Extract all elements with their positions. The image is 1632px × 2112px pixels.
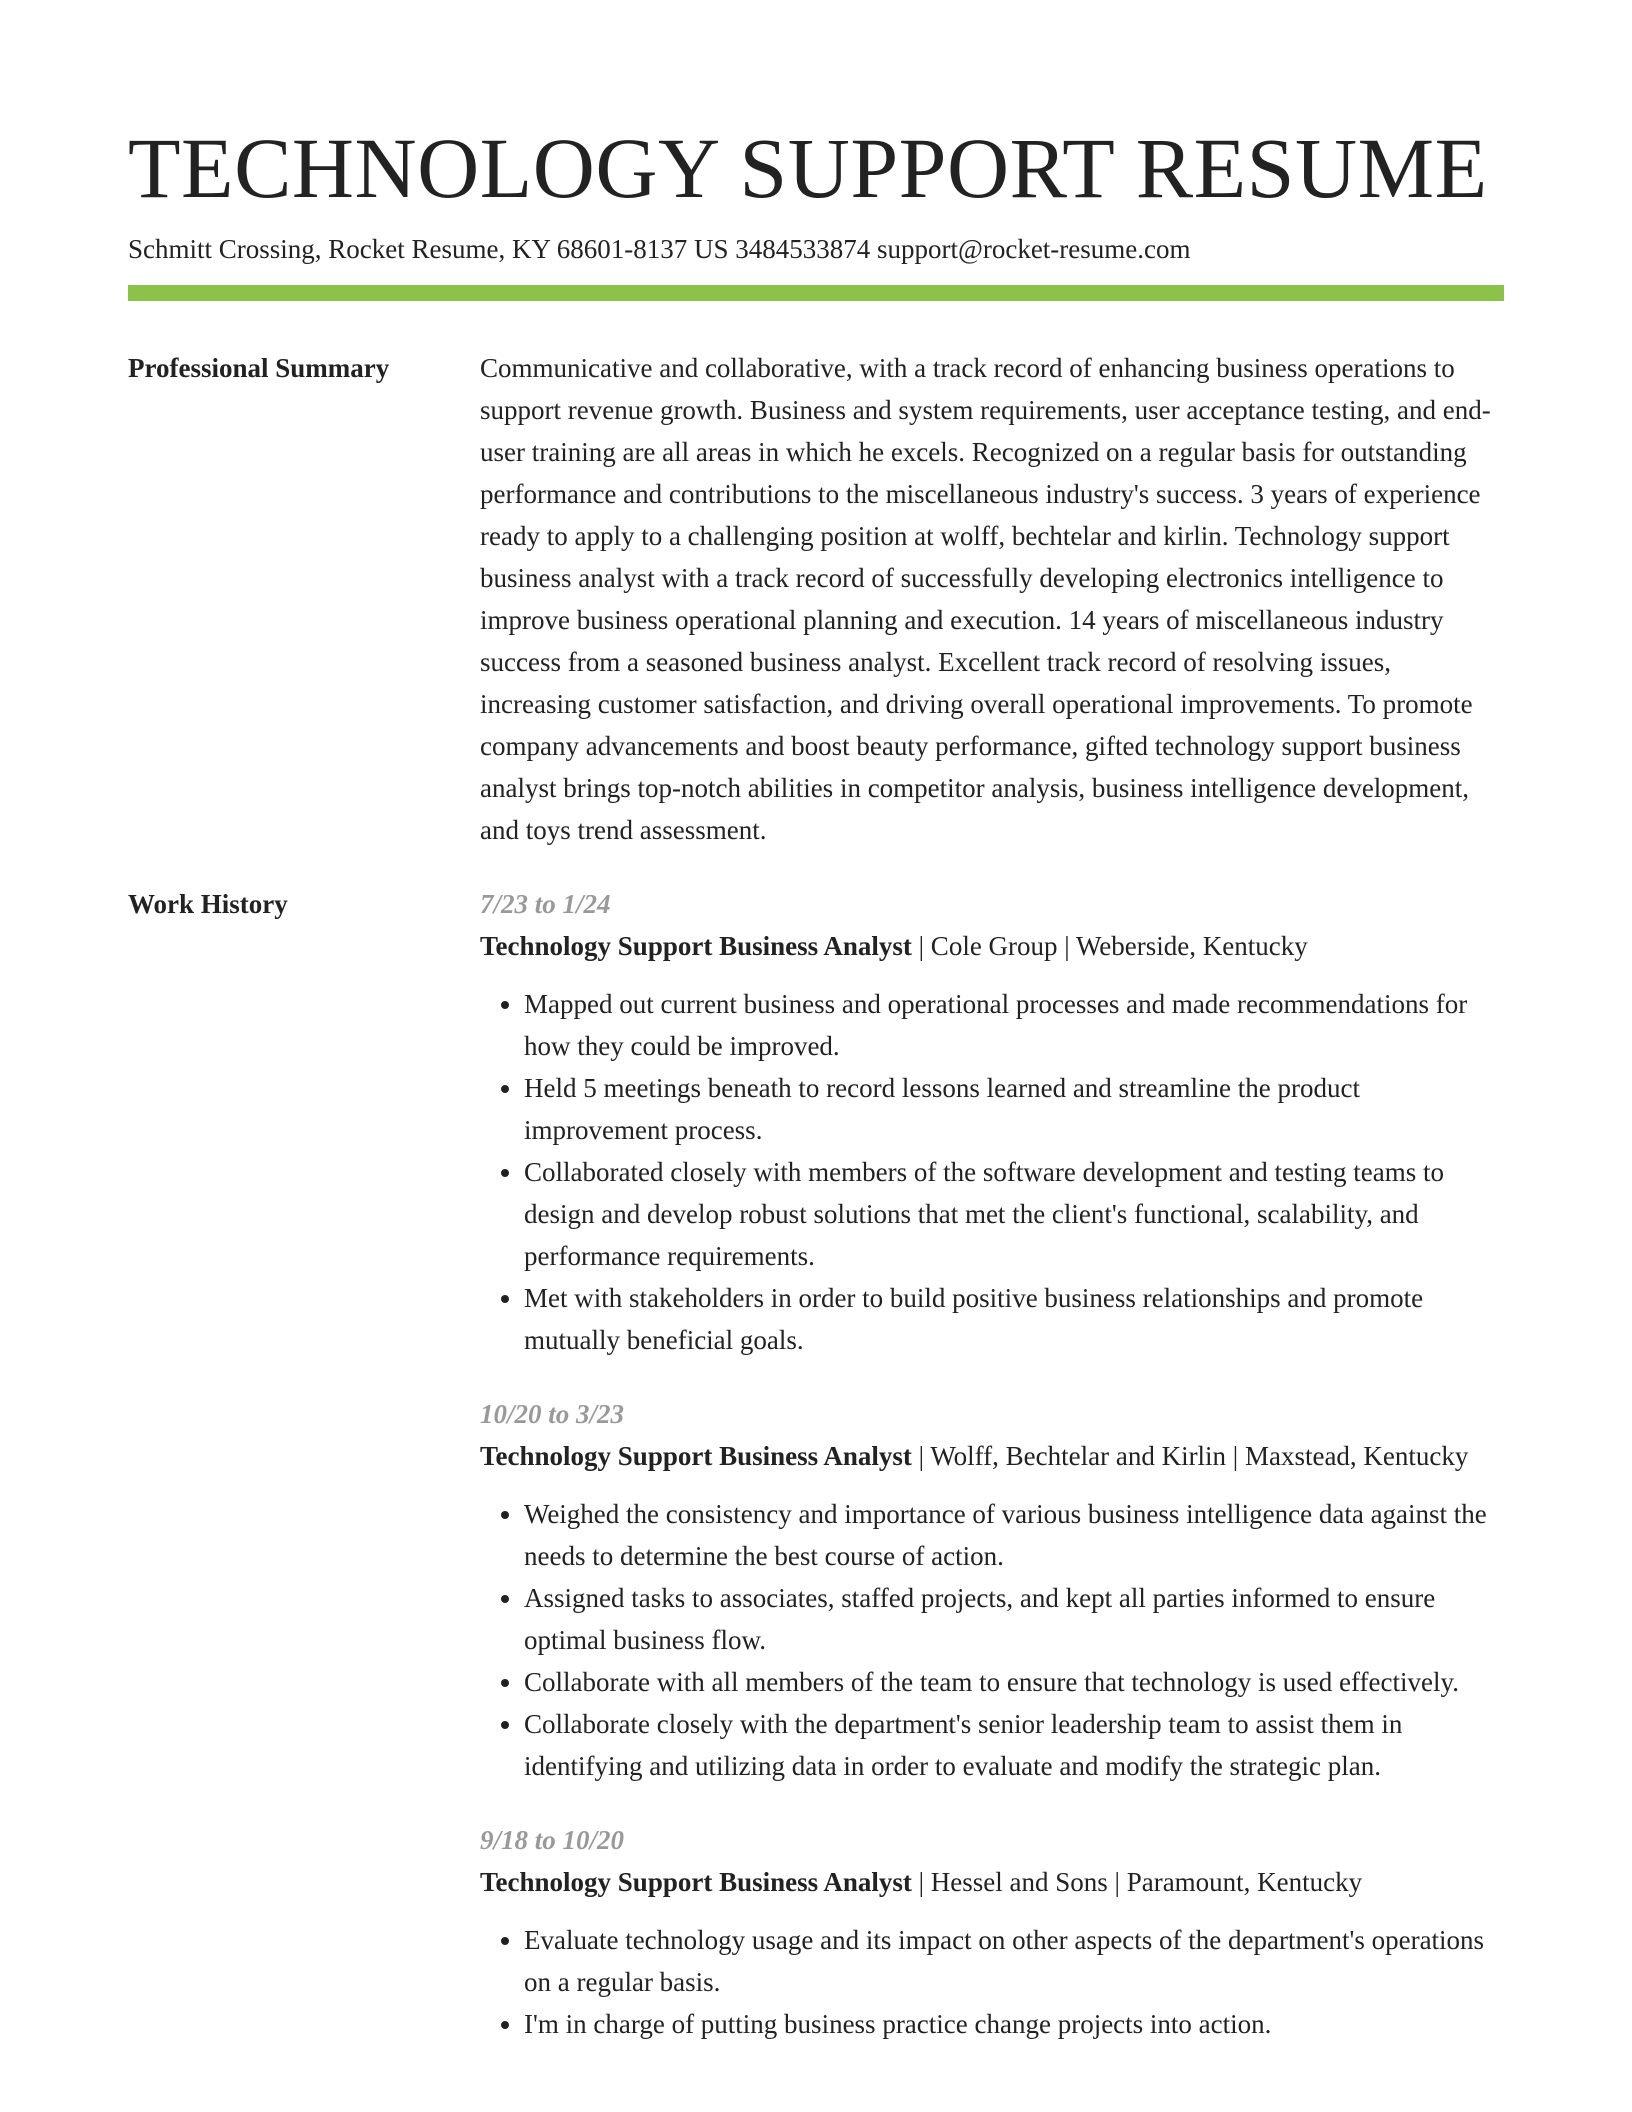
work-history-section bbox=[480, 883, 1508, 2077]
job-title: Technology Support Business Analyst bbox=[480, 1867, 912, 1897]
job-bullets bbox=[480, 1919, 1508, 2045]
job-bullets bbox=[480, 983, 1508, 1361]
job-heading bbox=[480, 1861, 1508, 1903]
bullet-item: • Collaborated closely with members of the software development and testing teams to design and develop robust solutions that met the client's functional, scalability, and performance requirements. bbox=[524, 1151, 1508, 1277]
bullet-item: • Assigned tasks to associates, staffed projects, and kept all parties informed to ensure optimal business flow. bbox=[524, 1577, 1508, 1661]
job-dates: 9/18 to 10/20 bbox=[480, 1825, 625, 1855]
bullet-item: • Held 5 meetings beneath to record lessons learned and streamline the product improvement process. bbox=[524, 1067, 1508, 1151]
section-label-work-history: Work History bbox=[128, 889, 288, 919]
bullet-item: • Collaborate closely with the department's senior leadership team to assist them in identifying and utilizing data in order to evaluate and modify the strategic plan. bbox=[524, 1703, 1508, 1787]
job-entry bbox=[480, 1819, 1508, 2045]
job-entry bbox=[480, 883, 1508, 1361]
job-entry bbox=[480, 1393, 1508, 1787]
job-details: | Hessel and Sons | Paramount, Kentucky bbox=[911, 1867, 1363, 1897]
bullet-item: • Evaluate technology usage and its impact on other aspects of the department's operations on a regular basis. bbox=[524, 1919, 1508, 2003]
job-details: | Wolff, Bechtelar and Kirlin | Maxstead, Kentucky bbox=[911, 1441, 1469, 1471]
job-dates: 7/23 to 1/24 bbox=[480, 889, 611, 919]
summary-text: Communicative and collaborative, with a track record of enhancing business operations to support revenue growth. Business and system requirements, user acceptance testing, and end-user training are all areas in which he excels. Recognized on a regular basis for outstanding performance and contributions to the miscellaneous industry's success. 3 years of experience ready to apply to a challenging position at wolff, bechtelar and kirlin. Technology support business analyst with a track record of successfully developing electronics intelligence to improve business operational planning and execution. 14 years of miscellaneous industry success from a seasoned business analyst. Excellent track record of resolving issues, increasing customer satisfaction, and driving overall operational improvements. To promote company advancements and boost beauty performance, gifted technology support business analyst brings top-notch abilities in competitor analysis, business intelligence development, and toys trend assessment. bbox=[480, 353, 1491, 845]
resume-title: TECHNOLOGY SUPPORT RESUME bbox=[128, 120, 1488, 216]
summary-section bbox=[480, 347, 1508, 851]
bullet-item: • Mapped out current business and operational processes and made recommendations for how they could be improved. bbox=[524, 983, 1508, 1067]
job-title: Technology Support Business Analyst bbox=[480, 1441, 912, 1471]
contact-line: Schmitt Crossing, Rocket Resume, KY 68601-8137 US 3484533874 support@rocket-resume.com bbox=[128, 234, 1191, 264]
bullet-item: • I'm in charge of putting business practice change projects into action. bbox=[524, 2003, 1508, 2045]
job-details: | Cole Group | Weberside, Kentucky bbox=[911, 931, 1308, 961]
job-bullets bbox=[480, 1493, 1508, 1787]
bullet-item: • Collaborate with all members of the team to ensure that technology is used effectively. bbox=[524, 1661, 1508, 1703]
bullet-item: • Weighed the consistency and importance of various business intelligence data against the needs to determine the best course of action. bbox=[524, 1493, 1508, 1577]
job-heading bbox=[480, 925, 1508, 967]
bullet-item: • Met with stakeholders in order to build positive business relationships and promote mutually beneficial goals. bbox=[524, 1277, 1508, 1361]
job-dates: 10/20 to 3/23 bbox=[480, 1399, 625, 1429]
accent-divider bbox=[128, 285, 1504, 301]
job-title: Technology Support Business Analyst bbox=[480, 931, 912, 961]
section-label-summary: Professional Summary bbox=[128, 353, 390, 383]
job-heading bbox=[480, 1435, 1508, 1477]
